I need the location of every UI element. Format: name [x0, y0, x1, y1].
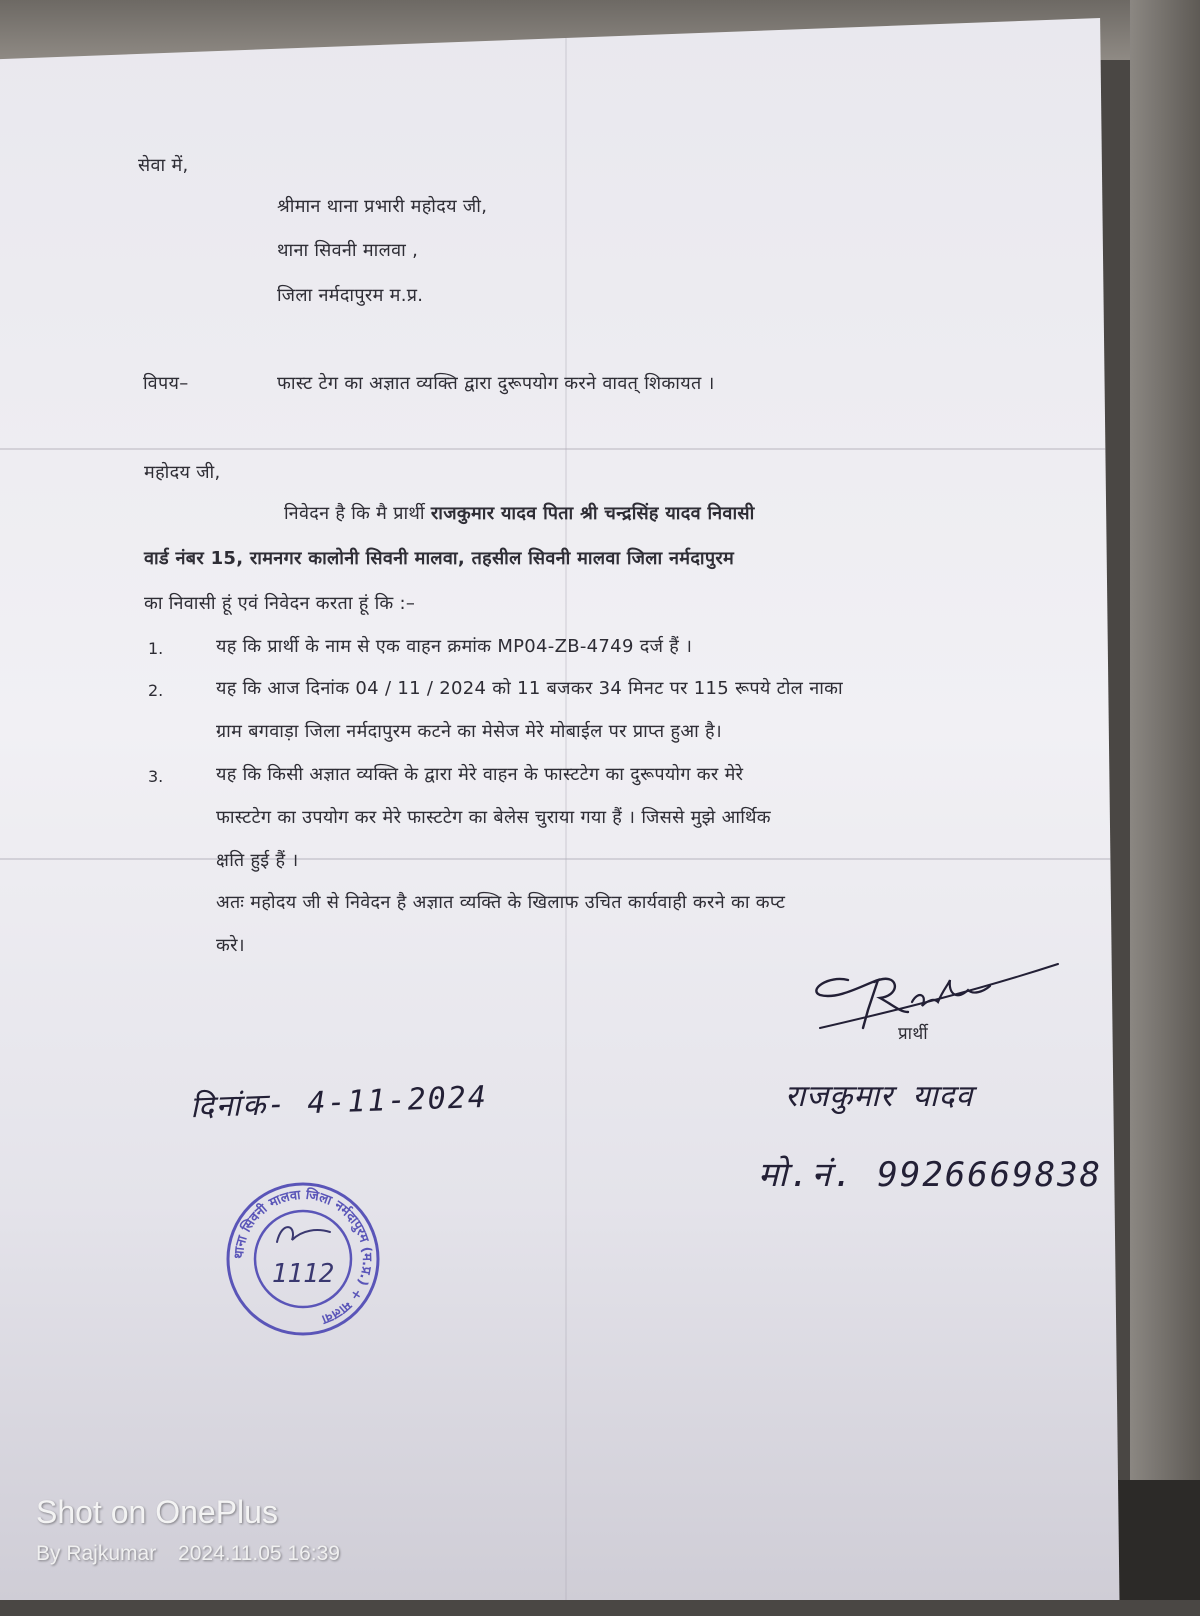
greeting: महोदय जी,	[144, 462, 221, 483]
applicant-details: राजकुमार यादव पिता श्री चन्द्रसिंह यादव निवासी	[430, 503, 755, 524]
address-line-1: श्रीमान थाना प्रभारी महोदय जी,	[277, 196, 488, 217]
signature	[808, 950, 1068, 1050]
subject-label: विपय–	[143, 373, 189, 394]
handwritten-name: राजकुमार यादव	[785, 1079, 974, 1114]
intro-line-3: का निवासी हूं एवं निवेदन करता हूं कि :–	[144, 593, 416, 614]
closing-line-1: अतः महोदय जी से निवेदन है अज्ञात व्यक्ति के खिलाफ उचित कार्यवाही करने का कप्ट	[216, 892, 786, 913]
point-text: यह कि प्रार्थी के नाम से एक वाहन क्रमांक MP04-ZB-4749 दर्ज हैं ।	[216, 636, 693, 657]
intro-line-2: वार्ड नंबर 15, रामनगर कालोनी सिवनी मालवा, तहसील सिवनी मालवा जिला नर्मदापुरम	[144, 548, 735, 569]
point-number: 1.	[148, 639, 164, 658]
salutation: सेवा में,	[138, 155, 189, 176]
address-line-3: जिला नर्मदापुरम म.प्र.	[277, 285, 424, 306]
camera-watermark-title: Shot on OnePlus	[36, 1494, 278, 1530]
point-text: फास्टटेग का उपयोग कर मेरे फास्टटेग का बेलेस चुराया गया हैं । जिससे मुझे आर्थिक	[216, 807, 771, 828]
applicant-label: प्रार्थी	[898, 1024, 928, 1044]
background-right	[1130, 0, 1200, 1600]
address-line-2: थाना सिवनी मालवा ,	[277, 240, 419, 261]
point-text: ग्राम बगवाड़ा जिला नर्मदापुरम कटने का मेसेज मेरे मोबाईल पर प्राप्त हुआ है।	[216, 721, 723, 742]
intro-line-1	[284, 501, 755, 525]
paper-fold	[0, 448, 1140, 450]
stamp-ring-text: थाना सिवनी मालवा जिला नर्मदापुरम (म.प्र.) + मालवा	[231, 1187, 375, 1327]
watermark-author: By Rajkumar	[36, 1542, 157, 1565]
point-text: क्षति हुई हैं ।	[216, 850, 299, 871]
point-number: 3.	[148, 767, 164, 786]
camera-watermark-subtitle	[36, 1542, 340, 1566]
police-station-stamp	[222, 1180, 384, 1338]
watermark-datetime: 2024.11.05 16:39	[178, 1542, 340, 1565]
closing-line-2: करे।	[216, 935, 245, 956]
point-text: यह कि किसी अज्ञात व्यक्ति के द्वारा मेरे वाहन के फास्टटेग का दुरूपयोग कर मेरे	[216, 764, 744, 785]
point-text: यह कि आज दिनांक 04 / 11 / 2024 को 11 बजकर 34 मिनट पर 115 रूपये टोल नाका	[216, 678, 843, 699]
paper-fold	[0, 858, 1140, 860]
handwritten-date: दिनांक- 4-11-2024	[189, 1079, 489, 1126]
point-number: 2.	[148, 681, 164, 700]
handwritten-mobile: मो.नं. 9926669838	[758, 1155, 1103, 1195]
intro-prefix: निवेदन है कि मै प्रार्थी	[284, 503, 431, 524]
stamp-inner-number: 1112	[271, 1259, 335, 1289]
subject-text: फास्ट टेग का अज्ञात व्यक्ति द्वारा दुरूपयोग करने वावत् शिकायत ।	[277, 373, 715, 394]
